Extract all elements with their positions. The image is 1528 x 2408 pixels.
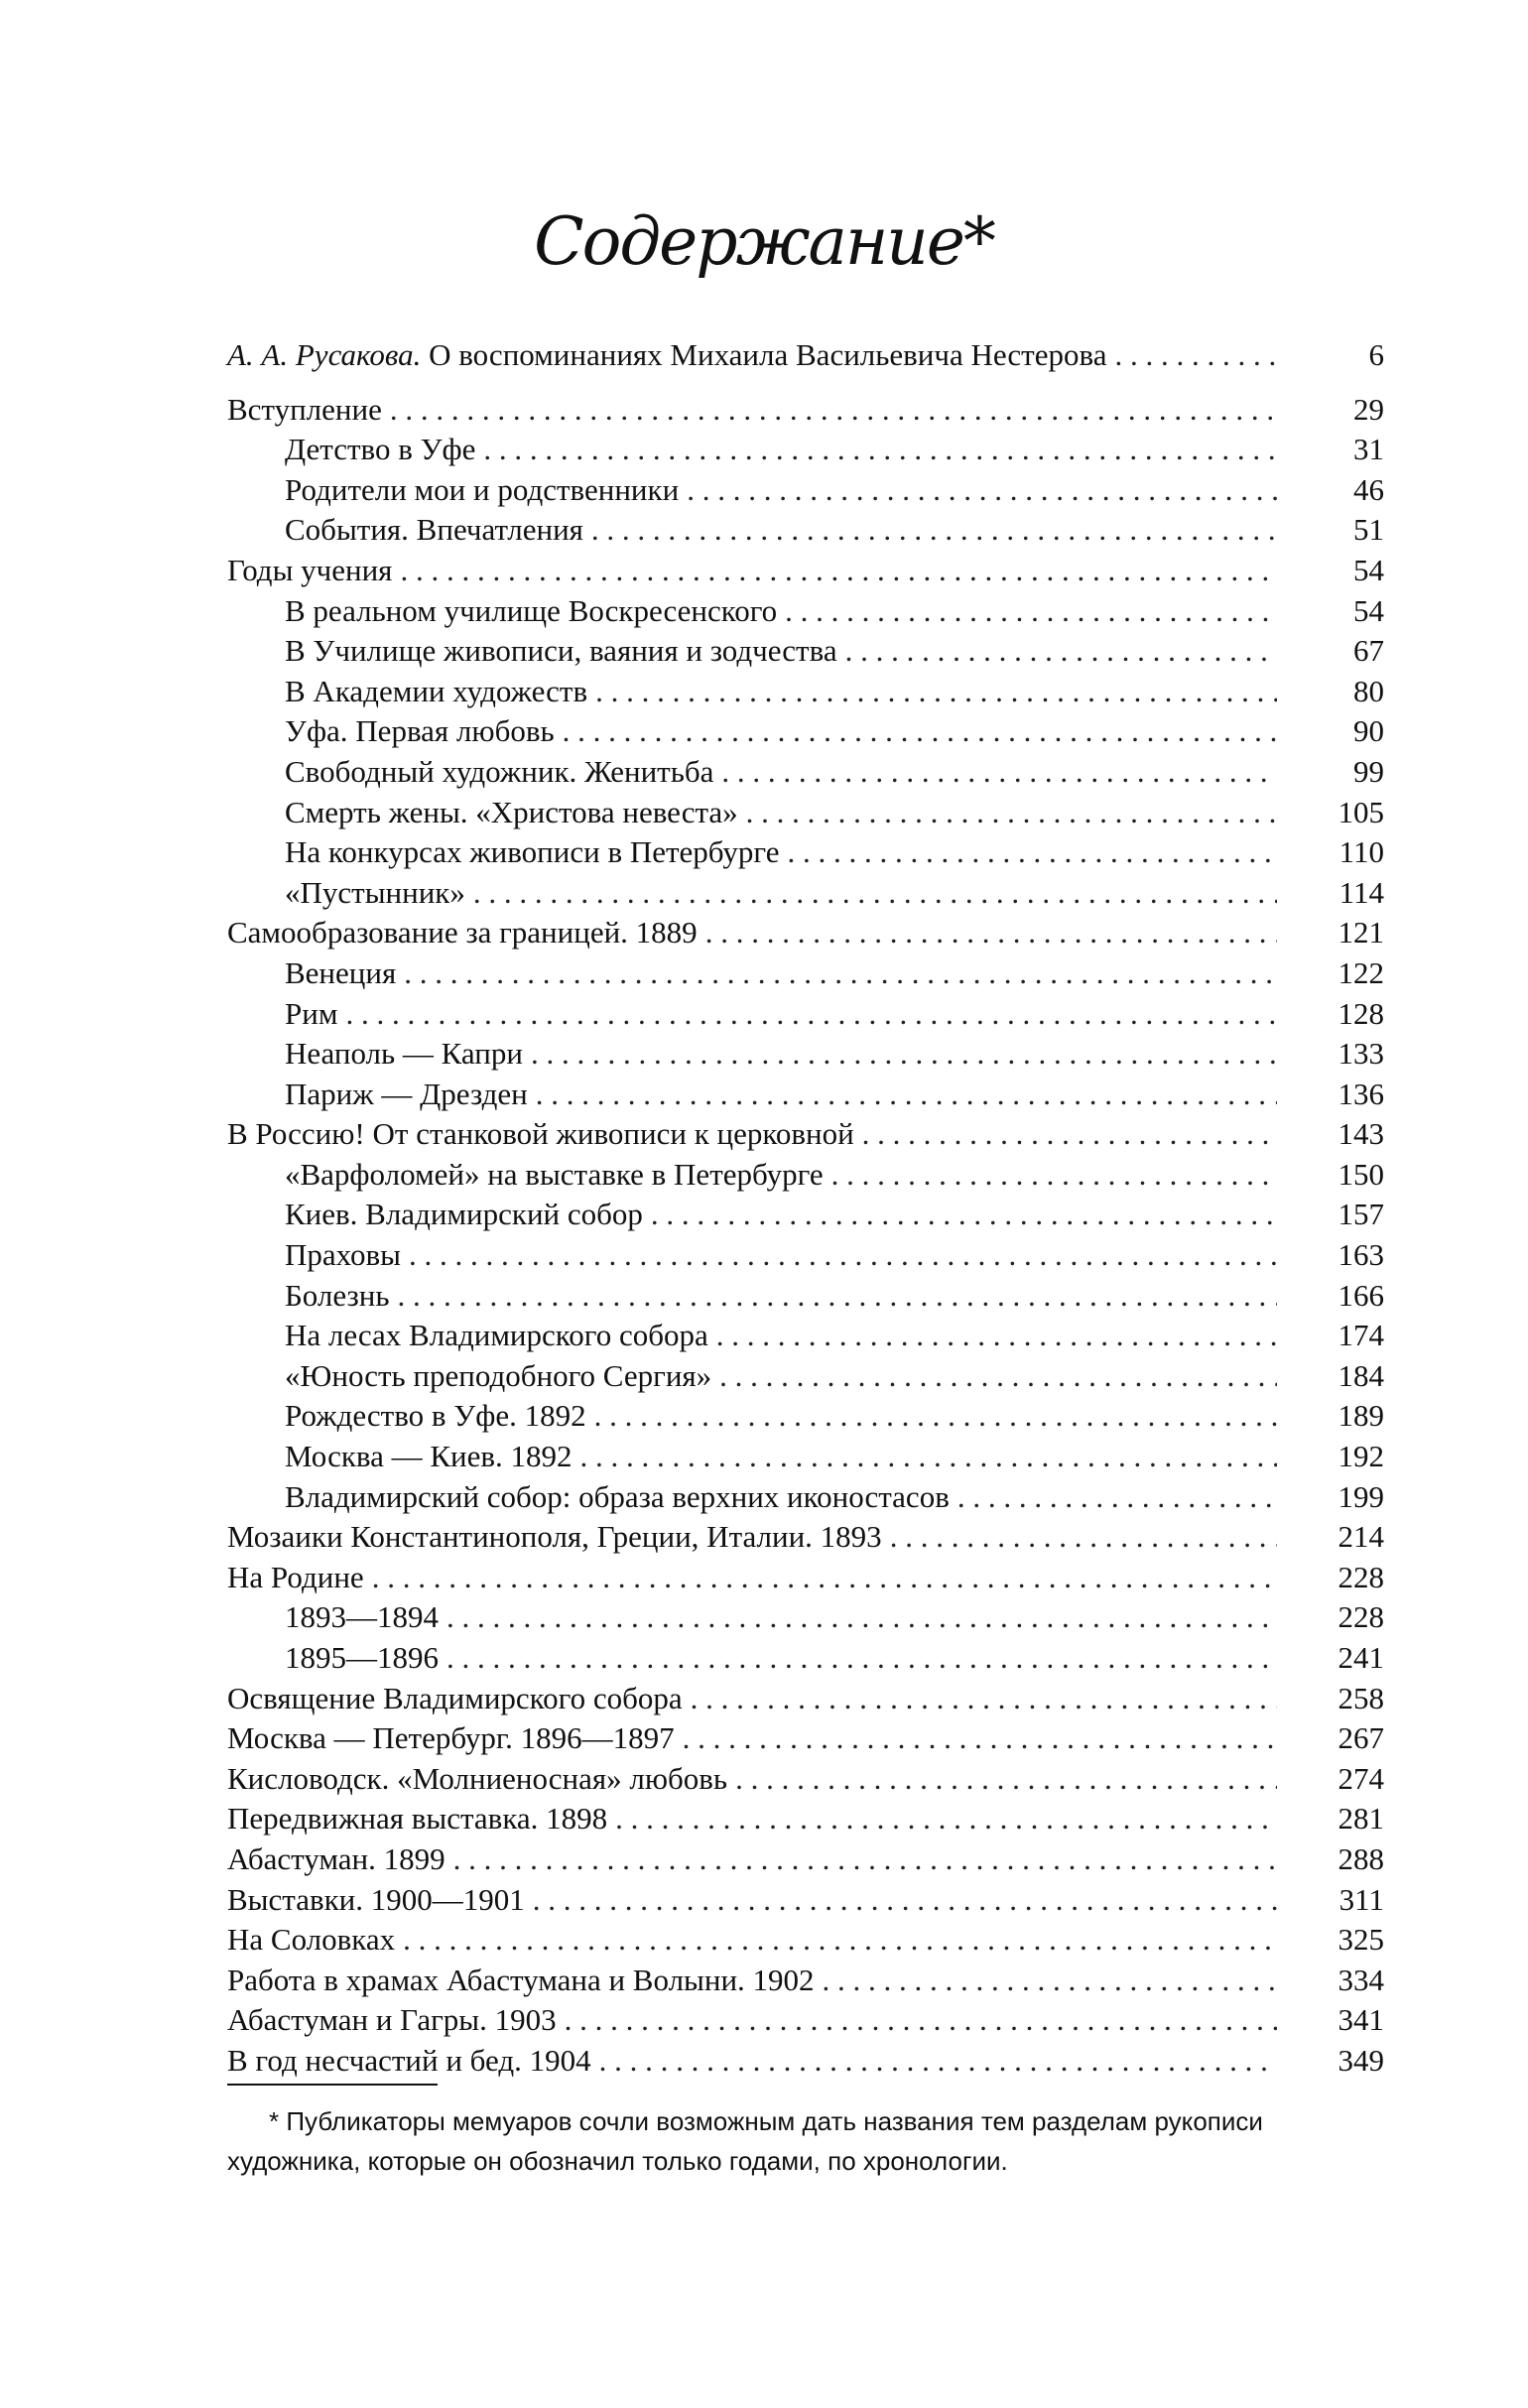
toc-entry-title xyxy=(227,994,337,1035)
toc-entry-text: Абастуман и Гагры. 1903 xyxy=(227,2002,557,2038)
toc-entry-title xyxy=(227,1114,854,1155)
toc-entry-text: «Пустынник» xyxy=(285,874,465,910)
toc-entry-page: 157 xyxy=(1337,1197,1384,1232)
dot-leader xyxy=(404,953,1277,994)
toc-entry-title xyxy=(227,1075,528,1115)
toc-entry-page: 67 xyxy=(1353,633,1384,669)
toc-entry-title xyxy=(227,1437,573,1477)
toc-entry-title xyxy=(227,1839,446,1880)
toc-entry-title xyxy=(227,672,587,712)
toc-entry xyxy=(227,1356,1384,1397)
toc-entry xyxy=(227,832,1384,873)
dot-leader xyxy=(563,711,1277,752)
toc-entry-text: Москва — Петербург. 1896—1897 xyxy=(227,1720,675,1756)
toc-entry-page: 128 xyxy=(1337,995,1384,1031)
toc-entry-page: 281 xyxy=(1337,1801,1384,1837)
toc-entry-page: 267 xyxy=(1337,1720,1384,1756)
footnote-line: художника, которые он обозначил только годами, по хронологии. xyxy=(227,2146,1008,2176)
toc-entry xyxy=(227,1235,1384,1276)
toc-entry xyxy=(227,994,1384,1035)
toc-entry-title xyxy=(227,1597,439,1638)
toc-entry-text: Свободный художник. Женитьба xyxy=(285,753,714,789)
toc-entry-title xyxy=(227,873,465,914)
dot-leader xyxy=(831,1155,1277,1196)
toc-entry-page: 288 xyxy=(1337,1840,1384,1876)
toc-entry xyxy=(227,2000,1384,2041)
toc-entry-title xyxy=(227,1558,364,1598)
toc-entry xyxy=(227,390,1384,431)
toc-entry-text: На лесах Владимирского собора xyxy=(285,1318,708,1353)
dot-leader xyxy=(473,873,1277,914)
footnote xyxy=(227,2101,1388,2181)
toc-entry-title xyxy=(227,2000,557,2041)
toc-entry-text: Кисловодск. «Молниеносная» любовь xyxy=(227,1760,728,1796)
toc-entry-text: Москва — Киев. 1892 xyxy=(285,1439,573,1474)
toc-entry-page: 214 xyxy=(1337,1519,1384,1555)
toc-entry-page: 51 xyxy=(1353,512,1384,548)
toc-entry-title xyxy=(227,1679,683,1719)
toc-entry-text: Вступление xyxy=(227,391,382,427)
toc-entry xyxy=(227,953,1384,994)
toc-entry xyxy=(227,793,1384,833)
dot-leader xyxy=(453,1839,1277,1880)
dot-leader xyxy=(845,631,1277,672)
toc-entry-title xyxy=(227,1235,401,1276)
dot-leader xyxy=(651,1195,1277,1235)
toc-entry-text: Передвижная выставка. 1898 xyxy=(227,1801,608,1837)
dot-leader xyxy=(719,1356,1277,1397)
toc-entry-title xyxy=(227,631,837,672)
toc-entry-page: 80 xyxy=(1353,673,1384,708)
dot-leader xyxy=(446,1597,1277,1638)
toc-entry-page: 192 xyxy=(1337,1439,1384,1474)
toc-entry-page: 174 xyxy=(1337,1318,1384,1353)
toc-entry-text: Освящение Владимирского собора xyxy=(227,1680,683,1715)
dot-leader xyxy=(823,1961,1277,2001)
dot-leader xyxy=(862,1114,1277,1155)
toc-entry-title xyxy=(227,470,679,511)
dot-leader xyxy=(591,510,1277,551)
toc-entry-page: 150 xyxy=(1337,1156,1384,1192)
toc-entry-text: События. Впечатления xyxy=(285,512,583,548)
toc-entry-page: 184 xyxy=(1337,1357,1384,1393)
toc-entry-page: 105 xyxy=(1337,794,1384,829)
toc-entry-page: 241 xyxy=(1337,1640,1384,1675)
toc-entry-page: 122 xyxy=(1337,954,1384,990)
dot-leader xyxy=(536,1075,1277,1115)
toc-entry-title xyxy=(227,1638,439,1679)
toc-entry xyxy=(227,1477,1384,1518)
toc-entry xyxy=(227,1034,1384,1075)
dot-leader xyxy=(390,390,1277,431)
toc-entry xyxy=(227,1276,1384,1317)
toc-entry-page: 114 xyxy=(1338,874,1384,910)
toc-entry-text: 1895—1896 xyxy=(285,1640,439,1675)
toc-entry-text: В Россию! От станковой живописи к церковной xyxy=(227,1116,854,1152)
toc-entry xyxy=(227,711,1384,752)
toc-entry-title xyxy=(227,913,698,953)
dot-leader xyxy=(705,913,1277,953)
toc-entry xyxy=(227,591,1384,632)
toc-entry-title xyxy=(227,1316,708,1356)
footnote-divider xyxy=(227,2084,438,2086)
toc-entry-page: 163 xyxy=(1337,1237,1384,1273)
toc-entry-page: 6 xyxy=(1368,337,1384,372)
toc-entry-text: Абастуман. 1899 xyxy=(227,1840,446,1876)
toc-entry-title xyxy=(227,1718,675,1759)
toc-entry-title xyxy=(227,1356,711,1397)
dot-leader xyxy=(531,1034,1277,1075)
toc-entry-text: Годы учения xyxy=(227,552,393,587)
toc-entry-title xyxy=(227,1396,586,1437)
toc-entry-page: 325 xyxy=(1337,1922,1384,1958)
toc-entry xyxy=(227,1961,1384,2001)
toc-entry-page: 31 xyxy=(1353,432,1384,467)
toc-entry-text: Детство в Уфе xyxy=(285,432,476,467)
toc-entry-page: 189 xyxy=(1337,1398,1384,1434)
table-of-contents xyxy=(227,335,1384,2082)
dot-leader xyxy=(595,672,1277,712)
toc-entry-text: Болезнь xyxy=(285,1277,390,1313)
toc-entry-page: 258 xyxy=(1337,1680,1384,1715)
toc-entry-page: 274 xyxy=(1337,1760,1384,1796)
dot-leader xyxy=(687,470,1277,511)
toc-entry xyxy=(227,1679,1384,1719)
toc-entry-page: 136 xyxy=(1337,1076,1384,1111)
toc-entry xyxy=(227,430,1384,470)
toc-entry-text: Родители мои и родственники xyxy=(285,471,680,507)
toc-entry-text: На конкурсах живописи в Петербурге xyxy=(285,834,780,870)
dot-leader xyxy=(409,1235,1277,1276)
dot-leader xyxy=(599,2041,1277,2082)
toc-entry-title xyxy=(227,390,382,431)
footnote-line: * Публикаторы мемуаров сочли возможным дать названия тем разделам рукописи xyxy=(269,2106,1263,2136)
toc-entry-page: 133 xyxy=(1337,1036,1384,1072)
toc-entry-title xyxy=(227,1195,643,1235)
dot-leader xyxy=(716,1316,1277,1356)
toc-entry-title xyxy=(227,711,555,752)
toc-entry xyxy=(227,1638,1384,1679)
toc-entry-title xyxy=(227,335,1106,376)
toc-entry-text: Мозаики Константинополя, Греции, Италии. 1893 xyxy=(227,1519,882,1555)
toc-entry-text: 1893—1894 xyxy=(285,1599,439,1635)
toc-entry xyxy=(227,335,1384,376)
toc-entry-text: Неаполь — Капри xyxy=(285,1036,523,1072)
toc-entry-text: Выставки. 1900—1901 xyxy=(227,1881,525,1917)
toc-entry-page: 90 xyxy=(1353,713,1384,749)
toc-entry-text: В Академии художеств xyxy=(285,673,588,708)
toc-entry xyxy=(227,873,1384,914)
toc-entry-page: 228 xyxy=(1337,1599,1384,1635)
toc-entry xyxy=(227,1880,1384,1921)
toc-entry-page: 166 xyxy=(1337,1277,1384,1313)
toc-entry-page: 99 xyxy=(1353,753,1384,789)
toc-entry-page: 311 xyxy=(1338,1881,1384,1917)
toc-entry xyxy=(227,1195,1384,1235)
toc-entry xyxy=(227,470,1384,511)
toc-entry-text: Венеция xyxy=(285,954,397,990)
toc-entry-page: 341 xyxy=(1337,2002,1384,2038)
toc-entry-text: Рождество в Уфе. 1892 xyxy=(285,1398,586,1434)
toc-entry-title xyxy=(227,510,583,551)
dot-leader xyxy=(785,591,1277,632)
toc-entry-text: На Соловках xyxy=(227,1922,396,1958)
toc-entry xyxy=(227,1517,1384,1558)
toc-entry-text: О воспоминаниях Михаила Васильевича Нестерова xyxy=(421,337,1107,372)
toc-entry-page: 54 xyxy=(1353,592,1384,628)
toc-entry-title xyxy=(227,1034,523,1075)
toc-entry xyxy=(227,1799,1384,1839)
toc-entry-text: Владимирский собор: образа верхних иконостасов xyxy=(285,1478,950,1514)
toc-entry xyxy=(227,1114,1384,1155)
toc-entry-text: Самообразование за границей. 1889 xyxy=(227,915,698,951)
dot-leader xyxy=(345,994,1277,1035)
toc-entry-text: Уфа. Первая любовь xyxy=(285,713,555,749)
toc-entry-page: 121 xyxy=(1337,915,1384,951)
toc-entry xyxy=(227,1558,1384,1598)
toc-entry xyxy=(227,1316,1384,1356)
toc-entry xyxy=(227,1597,1384,1638)
toc-entry-title xyxy=(227,430,475,470)
dot-leader xyxy=(400,551,1277,591)
toc-entry-text: В Училище живописи, ваяния и зодчества xyxy=(285,633,837,669)
toc-entry-page: 143 xyxy=(1337,1116,1384,1152)
toc-entry-title xyxy=(227,953,396,994)
dot-leader xyxy=(746,793,1277,833)
toc-entry-text: В год несчастий и бед. 1904 xyxy=(227,2042,591,2078)
toc-entry-page: 110 xyxy=(1338,834,1384,870)
toc-entry-text: «Юность преподобного Сергия» xyxy=(285,1357,712,1393)
toc-entry-title xyxy=(227,752,713,793)
dot-leader xyxy=(446,1638,1277,1679)
dot-leader xyxy=(397,1276,1277,1317)
toc-entry-page: 199 xyxy=(1337,1478,1384,1514)
toc-entry-text: Киев. Владимирский собор xyxy=(285,1197,643,1232)
toc-entry-text: На Родине xyxy=(227,1559,364,1594)
toc-entry-text: Праховы xyxy=(285,1237,401,1273)
toc-entry-title xyxy=(227,2041,591,2082)
toc-entry-page: 54 xyxy=(1353,552,1384,587)
toc-entry xyxy=(227,1718,1384,1759)
toc-entry-title xyxy=(227,1920,395,1961)
toc-entry xyxy=(227,672,1384,712)
toc-entry-text: Рим xyxy=(285,995,338,1031)
toc-entry xyxy=(227,1759,1384,1800)
dot-leader xyxy=(787,832,1277,873)
toc-entry-title xyxy=(227,1759,727,1800)
toc-entry xyxy=(227,2041,1384,2082)
dot-leader xyxy=(721,752,1277,793)
dot-leader xyxy=(957,1477,1277,1518)
toc-entry-page: 228 xyxy=(1337,1559,1384,1594)
toc-entry-page: 349 xyxy=(1337,2042,1384,2078)
dot-leader xyxy=(372,1558,1277,1598)
toc-entry xyxy=(227,1396,1384,1437)
toc-entry-title xyxy=(227,1477,950,1518)
dot-leader xyxy=(735,1759,1277,1800)
toc-entry xyxy=(227,1155,1384,1196)
dot-leader xyxy=(483,430,1277,470)
page-title: Содержание* xyxy=(534,203,994,280)
dot-leader xyxy=(691,1679,1277,1719)
toc-entry xyxy=(227,1437,1384,1477)
toc-entry-text: В реальном училище Воскресенского xyxy=(285,592,778,628)
toc-entry-author: А. А. Русакова. xyxy=(227,337,422,372)
toc-entry xyxy=(227,631,1384,672)
toc-entry-title xyxy=(227,832,779,873)
dot-leader xyxy=(683,1718,1277,1759)
dot-leader xyxy=(1114,335,1277,376)
dot-leader xyxy=(615,1799,1277,1839)
toc-entry xyxy=(227,510,1384,551)
toc-entry-page: 29 xyxy=(1353,391,1384,427)
toc-entry-text: Смерть жены. «Христова невеста» xyxy=(285,794,738,829)
toc-entry xyxy=(227,913,1384,953)
toc-entry-page: 334 xyxy=(1337,1962,1384,1997)
toc-entry-title xyxy=(227,551,392,591)
toc-entry-title xyxy=(227,1880,525,1921)
toc-entry-title xyxy=(227,1799,607,1839)
toc-entry-title xyxy=(227,1276,389,1317)
toc-entry-title xyxy=(227,1155,824,1196)
toc-entry xyxy=(227,1075,1384,1115)
toc-entry-title xyxy=(227,1961,815,2001)
toc-entry xyxy=(227,1920,1384,1961)
toc-entry xyxy=(227,1839,1384,1880)
toc-entry-title xyxy=(227,591,777,632)
dot-leader xyxy=(565,2000,1277,2041)
toc-entry xyxy=(227,752,1384,793)
toc-entry-title xyxy=(227,1517,882,1558)
dot-leader xyxy=(890,1517,1277,1558)
dot-leader xyxy=(580,1437,1277,1477)
toc-entry-page: 46 xyxy=(1353,471,1384,507)
dot-leader xyxy=(403,1920,1277,1961)
toc-entry-title xyxy=(227,793,738,833)
dot-leader xyxy=(533,1880,1277,1921)
toc-entry xyxy=(227,551,1384,591)
toc-entry-text: Работа в храмах Абастумана и Волыни. 1902 xyxy=(227,1962,815,1997)
toc-entry-text: «Варфоломей» на выставке в Петербурге xyxy=(285,1156,824,1192)
dot-leader xyxy=(594,1396,1277,1437)
toc-entry-text: Париж — Дрезден xyxy=(285,1076,528,1111)
